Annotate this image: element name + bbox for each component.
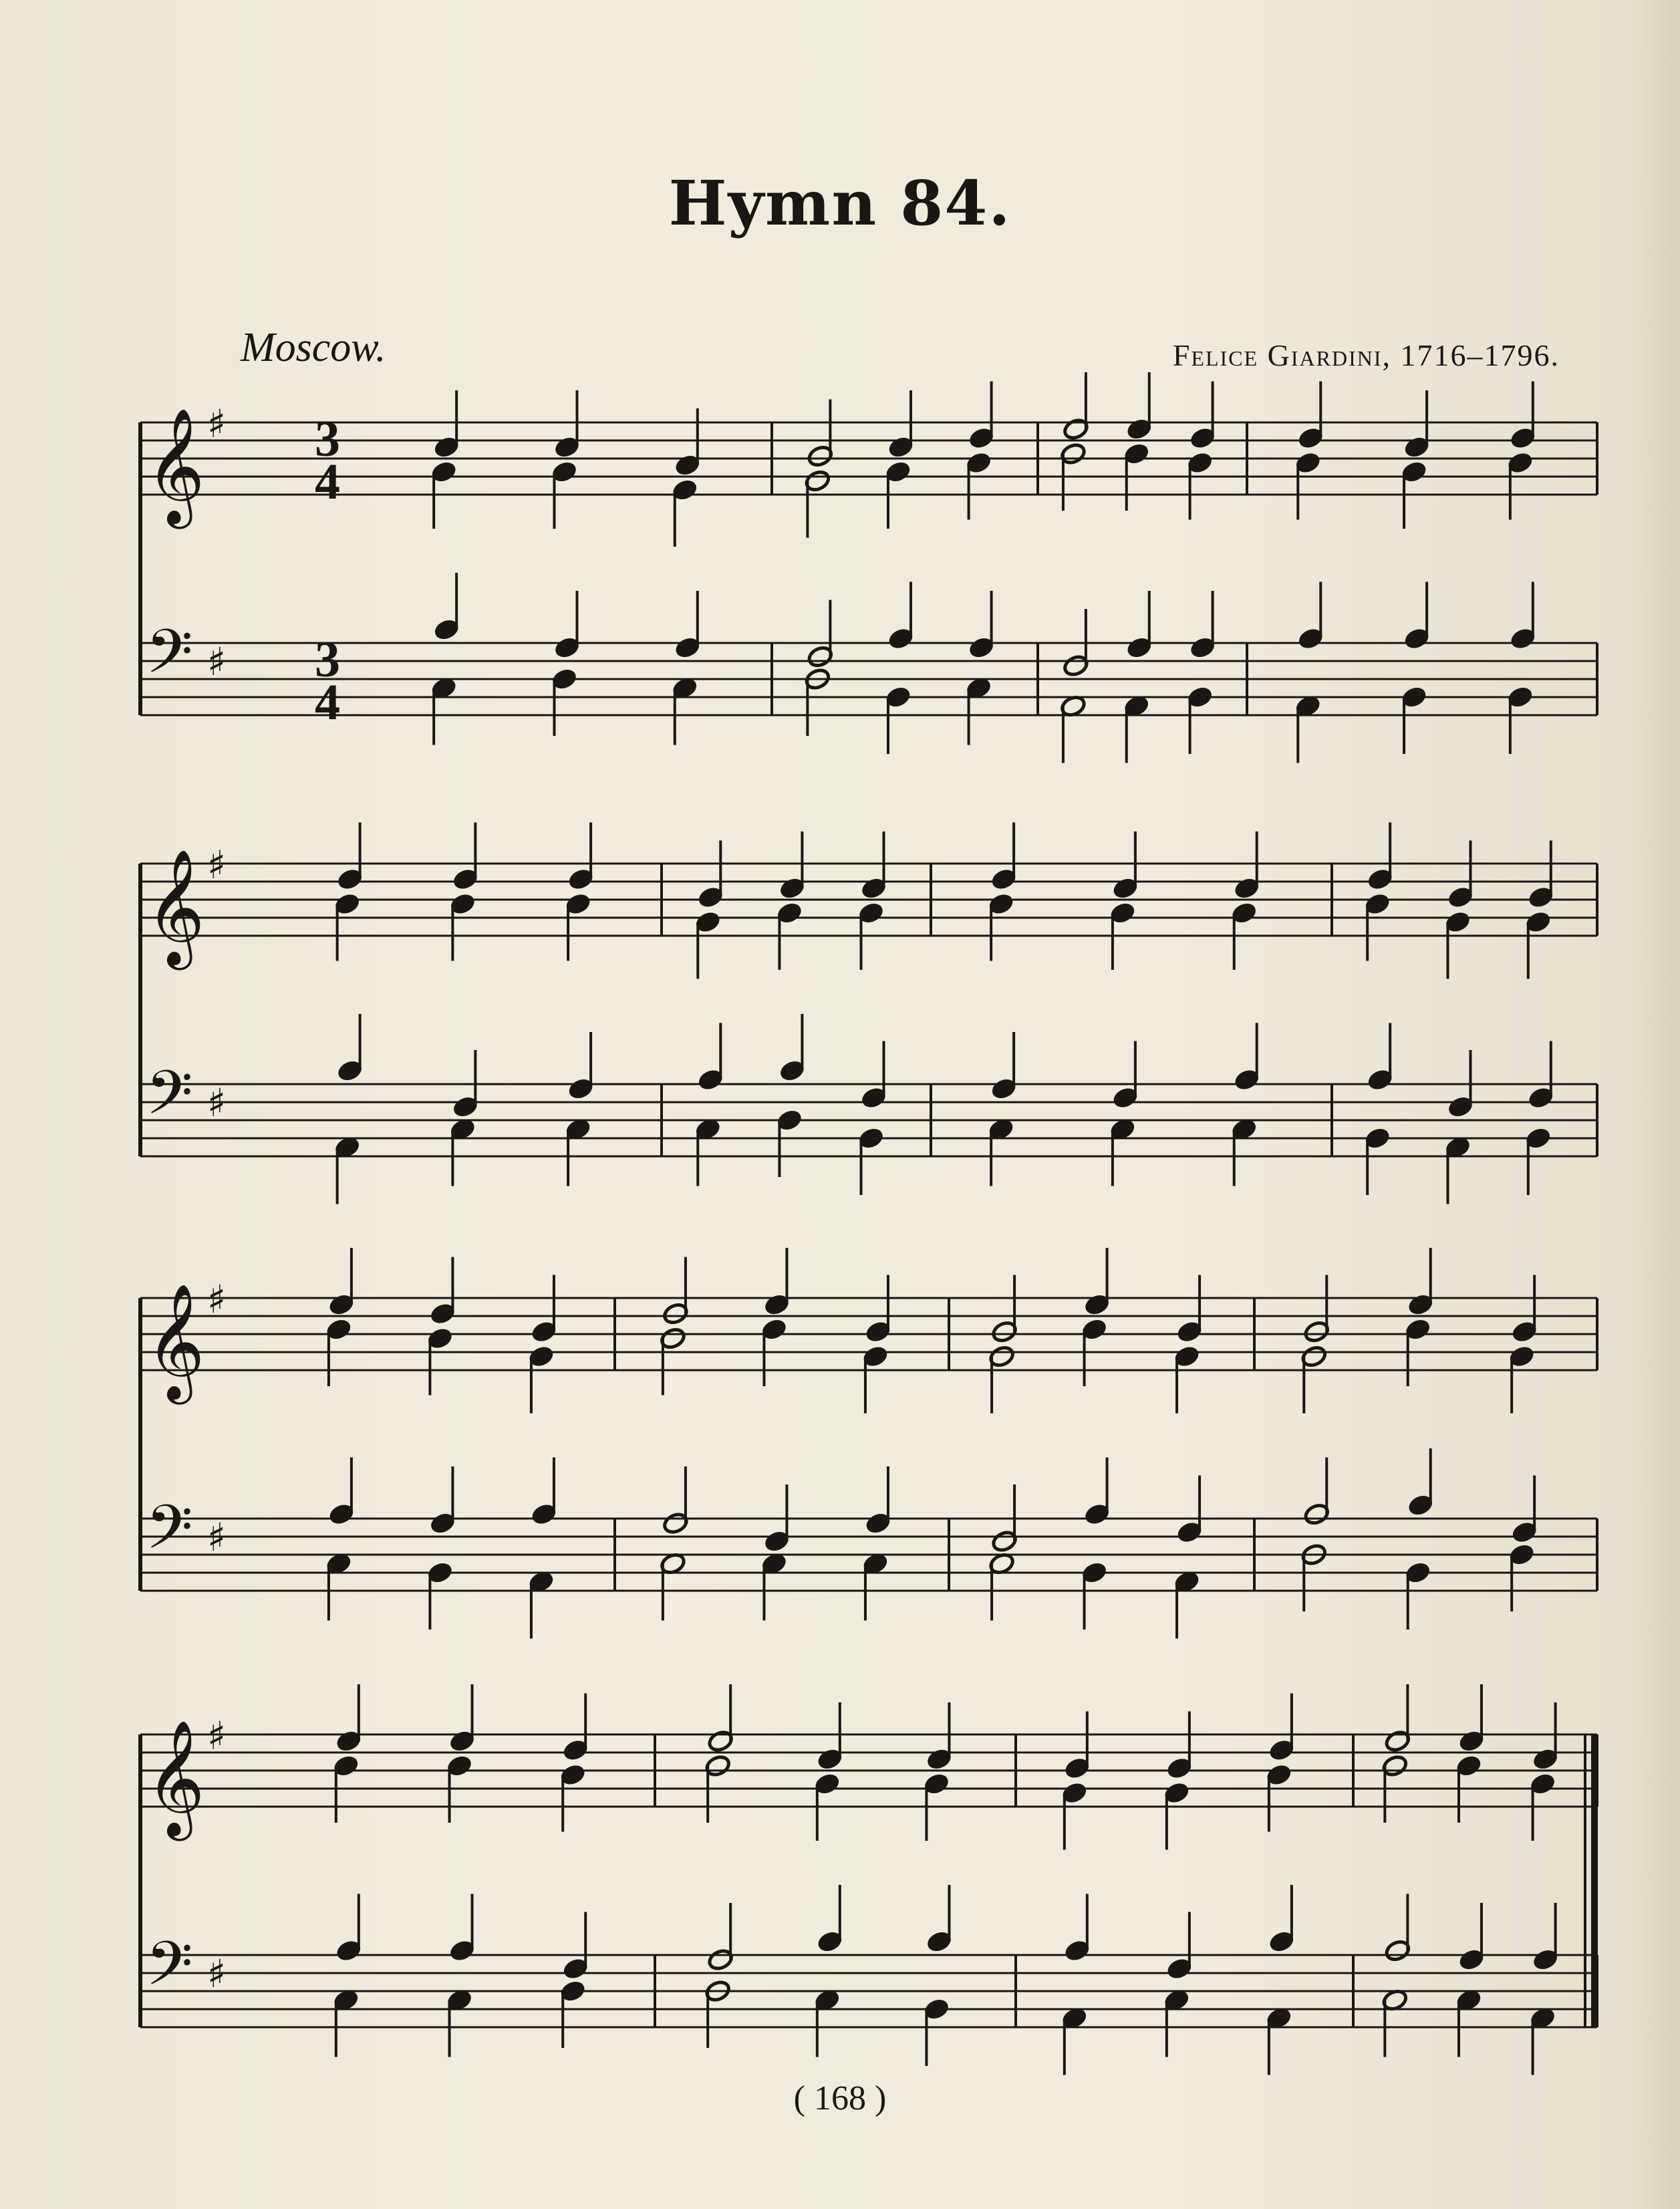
bass-clef-icon: 𝄢 [146,1057,193,1143]
note [1300,1344,1328,1413]
note [659,1326,686,1395]
note [1532,1903,1559,1972]
note [1455,1988,1482,2057]
note [1165,1712,1193,1781]
note [565,892,592,960]
note [433,390,460,459]
note [1384,1684,1411,1753]
time-signature-bottom: 4 [315,454,340,510]
note [449,1117,476,1186]
note [1294,694,1322,763]
bass-staff [140,1955,1597,2027]
note [1508,1344,1536,1413]
treble-clef-icon: 𝄞 [146,408,205,524]
note [1294,450,1322,519]
note [662,1466,689,1535]
note [760,1551,788,1620]
treble-staff [140,422,1597,495]
note [776,1108,803,1177]
note [1059,694,1087,763]
note [562,1912,589,1981]
note [887,582,914,651]
note [1062,372,1089,441]
note [1109,1117,1136,1186]
note [327,1248,355,1317]
note [671,478,698,547]
note [527,1344,555,1413]
note [1367,823,1394,892]
time-signature-top: 3 [315,632,340,688]
note [333,892,361,960]
note [430,676,458,745]
note [779,831,806,900]
note [559,1763,587,1831]
note [926,1885,953,1954]
note [1367,1023,1394,1092]
note [1061,1781,1088,1849]
note [1165,1912,1193,1981]
note [1506,685,1534,754]
time-signature-top: 3 [315,411,340,467]
note [707,1684,734,1753]
note [988,1344,1016,1413]
note [426,1326,454,1395]
note [448,1684,476,1753]
note [671,676,698,745]
note [1125,372,1153,441]
note [1176,1275,1204,1344]
note [567,1032,595,1101]
note [1163,1781,1190,1849]
treble-clef-icon: 𝄞 [146,1283,205,1400]
note [988,1117,1015,1186]
note [553,390,581,459]
hymn-title: Hymn 84. [668,167,1012,239]
note [1297,382,1324,450]
note [1189,591,1216,660]
note [553,591,581,660]
sharp-icon: ♯ [207,1713,227,1759]
note [1401,685,1428,754]
sharp-icon: ♯ [207,1277,227,1322]
note [527,1569,555,1638]
note [1447,841,1474,910]
note [807,600,834,669]
note [926,1702,953,1771]
sharp-icon: ♯ [207,1951,227,1996]
note [816,1885,843,1954]
note [864,1275,891,1344]
note [1384,1894,1411,1963]
note [1381,1988,1409,2057]
note [864,1466,891,1535]
note [452,823,479,892]
note [429,1466,456,1535]
note [990,823,1018,892]
note [1268,1885,1295,1954]
note [1444,1135,1472,1204]
note [1265,1763,1292,1831]
note [567,823,595,892]
note [1529,2006,1556,2075]
note [1506,450,1534,519]
note [1404,1561,1431,1630]
composer-credit: Felice Giardini, 1716–1796. [1172,338,1560,372]
note [884,685,912,754]
note [327,1458,355,1527]
system-3 [140,1248,1597,1639]
note [565,1117,592,1186]
note [860,831,887,900]
bass-staff [140,643,1597,715]
note [1407,1248,1434,1317]
note [551,667,578,736]
note [1111,831,1139,900]
note [1265,2006,1292,2075]
bass-clef-icon: 𝄢 [146,1928,193,2014]
note [697,1023,724,1092]
note [562,1694,589,1763]
system-4 [140,1684,1597,2075]
note [1403,582,1431,651]
note [1527,1041,1554,1110]
note [1303,1458,1331,1527]
note [1123,694,1150,763]
note [988,1551,1016,1620]
note [1527,841,1554,910]
note [779,1014,806,1083]
note [1524,910,1552,979]
sharp-icon: ♯ [207,639,227,684]
note [861,1344,889,1413]
note [694,1117,722,1186]
note [332,1988,360,2057]
sharp-icon: ♯ [207,1080,227,1126]
note [1233,831,1260,900]
note [1268,1694,1295,1763]
note [816,1702,843,1771]
note [1297,582,1324,651]
note [968,591,995,660]
note [1511,1476,1538,1545]
note [1061,2006,1088,2075]
note [1173,1344,1201,1413]
note [530,1275,557,1344]
sharp-icon: ♯ [207,401,227,446]
note [990,1032,1018,1101]
note [1509,382,1536,450]
note [1063,1894,1091,1963]
note [1173,1569,1201,1638]
note [446,1988,473,2057]
note [674,408,701,477]
note [857,1126,885,1195]
note [694,910,722,979]
note [860,1041,887,1110]
note [1508,1543,1536,1611]
note [674,591,701,660]
note [707,1903,734,1972]
note [1300,1543,1328,1611]
note [1125,591,1153,660]
note [1511,1275,1538,1344]
system-2 [140,823,1597,1204]
time-signature-bottom: 4 [315,674,340,731]
note [1403,390,1431,459]
treble-staff [140,1734,1597,1807]
note [1509,582,1536,651]
note [1081,1561,1108,1630]
note [1230,1117,1258,1186]
note [1524,1126,1552,1195]
note [887,390,914,459]
bass-clef-icon: 𝄢 [146,616,193,702]
note [433,573,460,642]
note [559,1979,587,2048]
treble-clef-icon: 𝄞 [146,849,205,965]
note [1111,1041,1139,1110]
note [804,469,831,537]
note [1186,450,1214,519]
note [1407,1448,1434,1517]
note [1083,1248,1111,1317]
note [659,1551,686,1620]
note [1063,1712,1091,1781]
note [1189,382,1216,450]
note [1176,1476,1204,1545]
note [1444,910,1472,979]
note [704,1979,732,2048]
note [530,1458,557,1527]
note [1163,1988,1190,2057]
note [335,1894,362,1963]
note [1457,1684,1485,1753]
note [861,1551,889,1620]
note [448,1894,476,1963]
note [449,892,476,960]
note [426,1561,454,1630]
note [325,1551,352,1620]
note [968,382,995,450]
system-1 [140,372,1597,763]
note [988,892,1015,960]
treble-clef-icon: 𝄞 [146,1720,205,1836]
note [763,1248,791,1317]
note [813,1988,841,2057]
note [335,1684,362,1753]
note [333,1135,361,1204]
note [1457,1903,1485,1972]
sharp-icon: ♯ [207,1515,227,1560]
note [1233,1023,1260,1092]
note [336,1014,364,1083]
note [804,667,831,736]
note [1364,1126,1391,1195]
note [1532,1702,1559,1771]
note [1083,1458,1111,1527]
bass-clef-icon: 𝄢 [146,1492,193,1577]
note [965,676,992,745]
tune-name: Moscow. [241,325,386,370]
note [1364,892,1391,960]
note [697,841,724,910]
note [923,1997,950,2066]
note [336,823,364,892]
sharp-icon: ♯ [207,842,227,888]
page-number: ( 168 ) [793,2079,887,2117]
note [429,1257,456,1326]
note [965,450,992,519]
note [1186,685,1214,754]
